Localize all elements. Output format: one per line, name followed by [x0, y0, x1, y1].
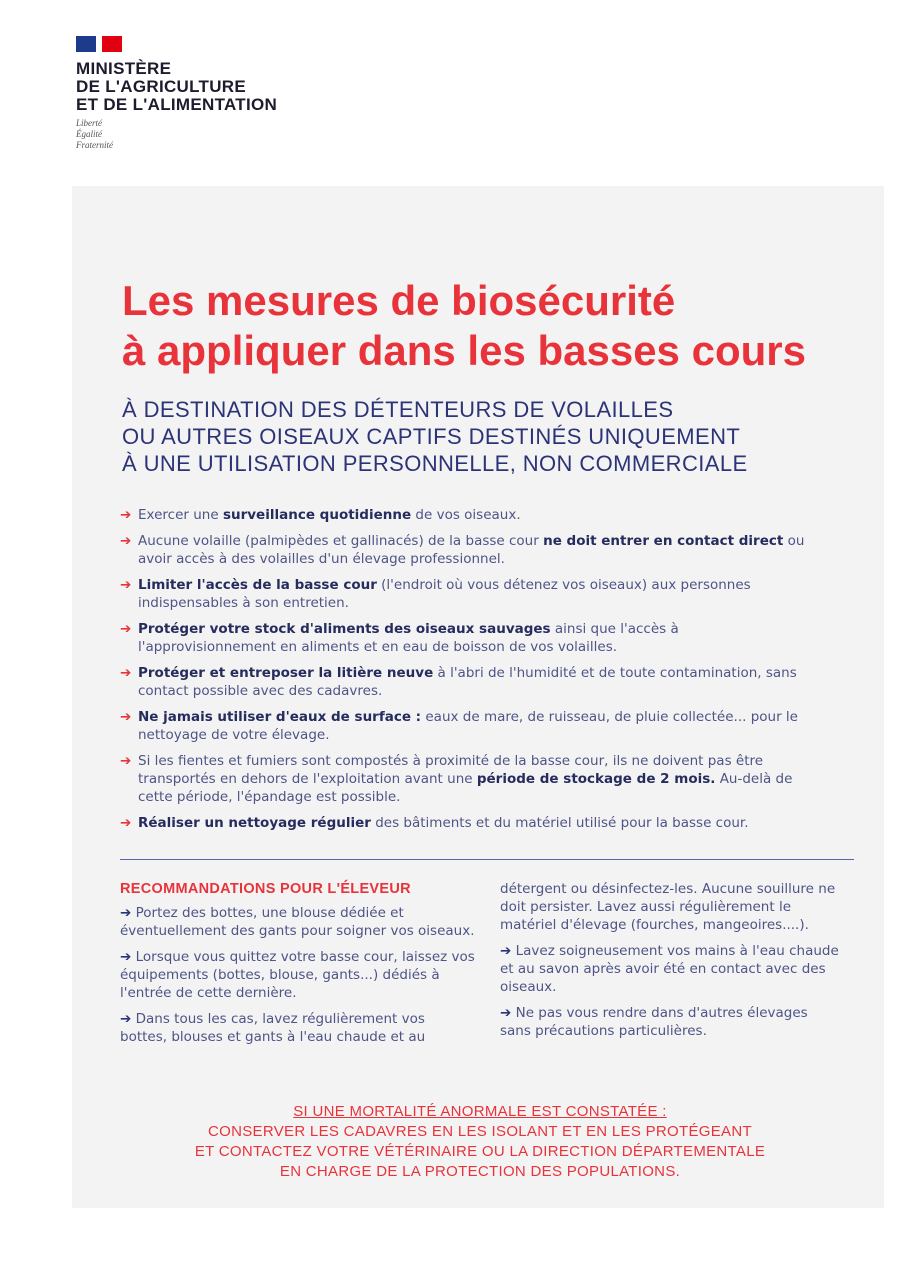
section-divider: [120, 859, 854, 860]
ministry-header: [76, 36, 277, 151]
list-item: ➔ Lavez soigneusement vos mains à l'eau chaude et au savon après avoir été en contact avec des oiseaux.: [500, 943, 839, 995]
arrow-icon: ➔: [120, 815, 132, 831]
arrow-icon: ➔: [120, 1011, 132, 1027]
list-item: ➔ Exercer une surveillance quotidienne de vos oiseaux.: [120, 507, 521, 523]
page-subtitle: [122, 396, 882, 477]
arrow-icon: ➔: [120, 621, 132, 637]
list-item: ➔ Portez des bottes, une blouse dédiée et éventuellement des gants pour soigner vos oiseaux.: [120, 905, 475, 939]
list-item: ➔ Limiter l'accès de la basse cour (l'endroit où vous détenez vos oiseaux) aux personnes indispensables à son entretien.: [120, 577, 751, 611]
measures-list: [120, 506, 820, 840]
motto-line: Liberté: [76, 118, 102, 128]
motto: [76, 118, 277, 151]
motto-line: Fraternité: [76, 140, 113, 150]
mortality-alert: [120, 1102, 840, 1182]
ministry-line: DE L'AGRICULTURE: [76, 77, 247, 96]
subtitle-line: À UNE UTILISATION PERSONNELLE, NON COMMERCIALE: [122, 451, 748, 476]
list-item: ➔ Réaliser un nettoyage régulier des bâtiments et du matériel utilisé pour la basse cour.: [120, 815, 749, 831]
list-item: ➔ Aucune volaille (palmipèdes et gallinacés) de la basse cour ne doit entrer en contact direct ou avoir accès à des volailles d'un élevage professionnel.: [120, 533, 805, 567]
arrow-icon: ➔: [120, 905, 132, 921]
marianne-logo: [76, 36, 122, 52]
list-item: ➔ Protéger et entreposer la litière neuve à l'abri de l'humidité et de toute contamination, sans contact possible avec des cadavres.: [120, 665, 797, 699]
list-item: ➔ Ne pas vous rendre dans d'autres élevages sans précautions particulières.: [500, 1005, 808, 1039]
list-item: ➔ Protéger votre stock d'aliments des oiseaux sauvages ainsi que l'accès à l'approvisionnement en aliments et en eau de boisson de vos volailles.: [120, 621, 679, 655]
arrow-icon: ➔: [500, 1005, 512, 1021]
recommendations-right-column: [500, 880, 840, 1048]
arrow-icon: ➔: [120, 577, 132, 593]
list-item: ➔ Ne jamais utiliser d'eaux de surface : eaux de mare, de ruisseau, de pluie collectée... pour le nettoyage de votre élevage.: [120, 709, 798, 743]
subtitle-line: OU AUTRES OISEAUX CAPTIFS DESTINÉS UNIQUEMENT: [122, 424, 741, 449]
arrow-icon: ➔: [120, 753, 132, 769]
arrow-icon: ➔: [120, 507, 132, 523]
subtitle-line: À DESTINATION DES DÉTENTEURS DE VOLAILLES: [122, 397, 674, 422]
recommendations-left-column: [120, 880, 476, 1054]
arrow-icon: ➔: [120, 709, 132, 725]
page-title: [122, 276, 882, 376]
title-line: à appliquer dans les basses cours: [122, 327, 806, 374]
alert-line: CONSERVER LES CADAVRES EN LES ISOLANT ET EN LES PROTÉGEANT: [208, 1123, 752, 1140]
list-item: ➔ Si les fientes et fumiers sont compostés à proximité de la basse cour, ils ne doivent pas être transportés en dehors de l'exploitation avant une période de stockage de 2 mois. Au-delà de cette période, l'épandage est possible.: [120, 753, 793, 805]
title-line: Les mesures de biosécurité: [122, 277, 676, 324]
list-item: ➔ Lorsque vous quittez votre basse cour, laissez vos équipements (bottes, blouse, gants...) dédiés à l'entrée de cette dernière.: [120, 949, 475, 1001]
alert-line: EN CHARGE DE LA PROTECTION DES POPULATIONS.: [279, 1163, 681, 1180]
alert-heading: SI UNE MORTALITÉ ANORMALE EST CONSTATÉE :: [293, 1103, 667, 1120]
ministry-line: ET DE L'ALIMENTATION: [76, 95, 278, 114]
arrow-icon: ➔: [120, 665, 132, 681]
recommendations-title: RECOMMANDATIONS POUR L'ÉLEVEUR: [120, 881, 411, 897]
arrow-icon: ➔: [120, 949, 132, 965]
list-item: ➔ Dans tous les cas, lavez régulièrement vos bottes, blouses et gants à l'eau chaude et au: [120, 1011, 426, 1045]
arrow-icon: ➔: [120, 533, 132, 549]
arrow-icon: ➔: [500, 943, 512, 959]
alert-line: ET CONTACTEZ VOTRE VÉTÉRINAIRE OU LA DIRECTION DÉPARTEMENTALE: [194, 1143, 766, 1160]
motto-line: Égalité: [76, 129, 102, 139]
ministry-line: MINISTÈRE: [76, 59, 172, 78]
ministry-name: [76, 60, 277, 114]
list-item-continued: détergent ou désinfectez-les. Aucune souillure ne doit persister. Lavez aussi régulièrement le matériel d'élevage (fourches, mangeoires....).: [500, 881, 836, 933]
